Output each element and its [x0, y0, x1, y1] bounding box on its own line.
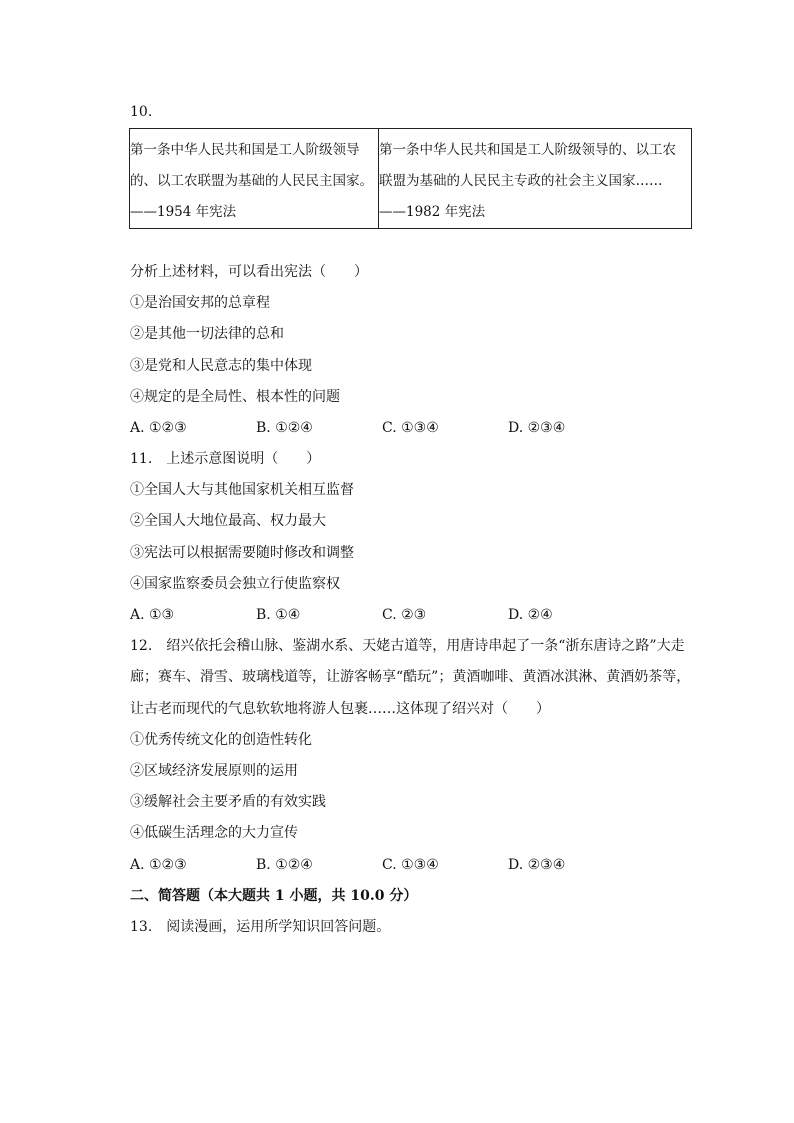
- question-10-number: 10.: [130, 104, 153, 120]
- cell-1954-line1: 第一条中华人民共和国是工人阶级领导: [130, 142, 360, 158]
- option-b[interactable]: B. ①②④: [256, 857, 313, 873]
- question-12-stem-line3: 让古老而现代的气息软软地将游人包裹……这体现了绍兴对（ ）: [130, 701, 550, 717]
- question-10-item: ④规定的是全局性、根本性的问题: [130, 389, 340, 405]
- question-12-item: ①优秀传统文化的创造性转化: [130, 732, 312, 748]
- table-cell-1954: [130, 129, 379, 229]
- question-10-item: ③是党和人民意志的集中体现: [130, 358, 312, 374]
- question-10-stem: 分析上述材料，可以看出宪法（ ）: [130, 264, 368, 280]
- question-11-stem: 11. 上述示意图说明（ ）: [130, 451, 321, 467]
- constitution-comparison-table: [129, 128, 692, 229]
- question-13-stem: 13. 阅读漫画，运用所学知识回答问题。: [130, 919, 391, 935]
- cell-1982-source: ——1982 年宪法: [379, 204, 486, 220]
- option-b[interactable]: B. ①④: [256, 607, 301, 623]
- question-11-item: ①全国人大与其他国家机关相互监督: [130, 482, 354, 498]
- option-c[interactable]: C. ②③: [382, 607, 427, 623]
- option-d[interactable]: D. ②③④: [508, 420, 566, 436]
- option-d[interactable]: D. ②③④: [508, 857, 566, 873]
- option-c[interactable]: C. ①③④: [382, 420, 439, 436]
- section-2-heading: 二、简答题（本大题共 1 小题，共 10.0 分）: [130, 888, 418, 904]
- question-12-stem-line1: 12. 绍兴依托会稽山脉、鉴湖水系、天姥古道等，用唐诗串起了一条“浙东唐诗之路”大走: [130, 638, 685, 654]
- question-10-item: ①是治国安邦的总章程: [130, 295, 270, 311]
- cell-1982-line2: 联盟为基础的人民民主专政的社会主义国家……: [379, 173, 663, 189]
- option-a[interactable]: A. ①②③: [130, 857, 187, 873]
- cell-1982-line1: 第一条中华人民共和国是工人阶级领导的、以工农: [379, 142, 676, 158]
- option-a[interactable]: A. ①③: [130, 607, 175, 623]
- question-12-stem-line2: 廊；赛车、滑雪、玻璃栈道等，让游客畅享“酷玩”；黄酒咖啡、黄酒冰淇淋、黄酒奶茶等，: [130, 669, 691, 685]
- option-c[interactable]: C. ①③④: [382, 857, 439, 873]
- question-11-item: ④国家监察委员会独立行使监察权: [130, 576, 340, 592]
- option-b[interactable]: B. ①②④: [256, 420, 313, 436]
- question-12-item: ③缓解社会主要矛盾的有效实践: [130, 794, 326, 810]
- cell-1954-source: ——1954 年宪法: [130, 204, 237, 220]
- question-11-item: ③宪法可以根据需要随时修改和调整: [130, 545, 354, 561]
- question-11-item: ②全国人大地位最高、权力最大: [130, 513, 326, 529]
- question-12-item: ④低碳生活理念的大力宣传: [130, 825, 298, 841]
- question-12-item: ②区域经济发展原则的运用: [130, 763, 298, 779]
- question-10-item: ②是其他一切法律的总和: [130, 326, 284, 342]
- table-cell-1982: [379, 129, 692, 229]
- option-a[interactable]: A. ①②③: [130, 420, 187, 436]
- option-d[interactable]: D. ②④: [508, 607, 553, 623]
- cell-1954-line2: 的、以工农联盟为基础的人民民主国家。: [130, 173, 373, 189]
